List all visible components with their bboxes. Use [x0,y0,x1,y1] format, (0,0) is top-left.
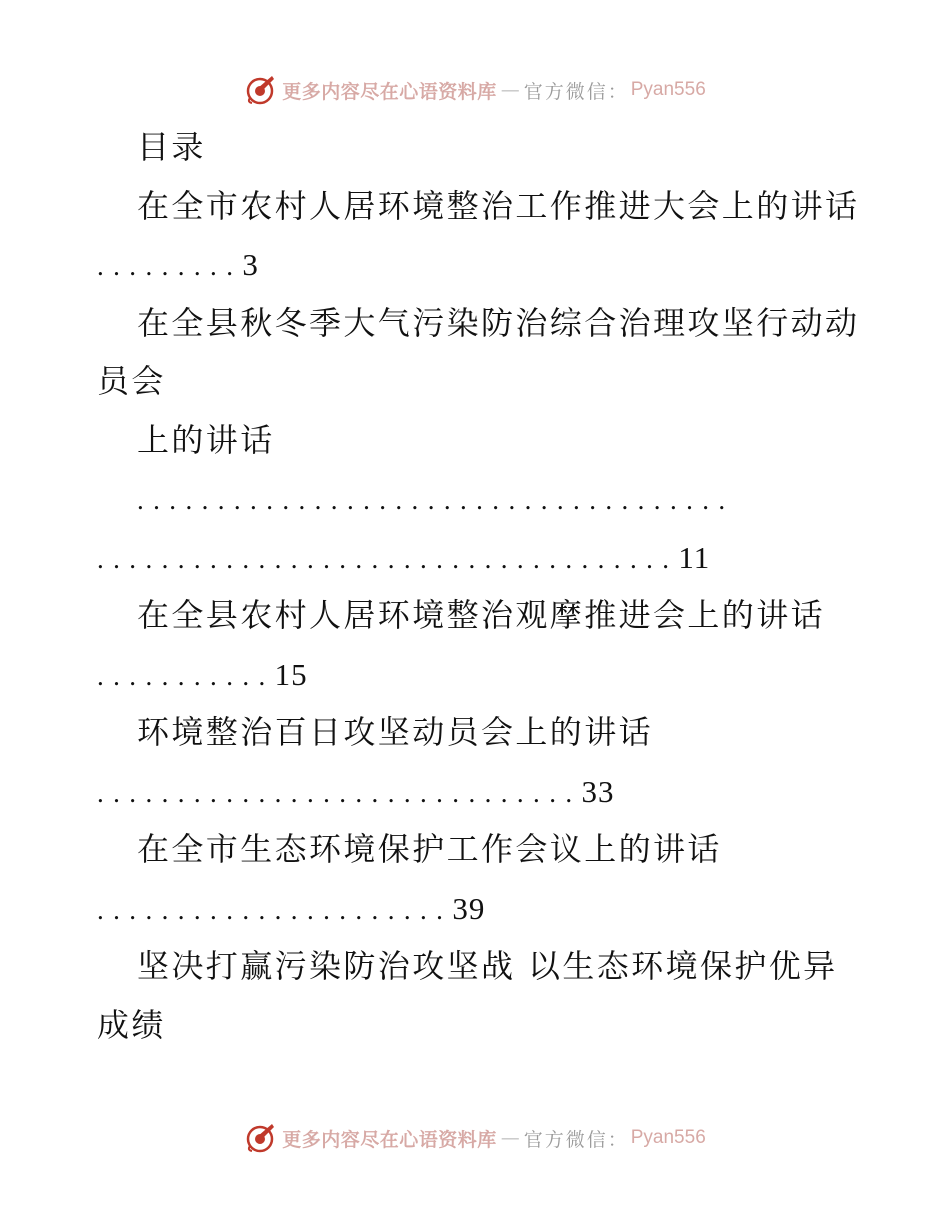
table-of-contents [97,118,860,1054]
page-number: 11 [678,539,711,575]
dot-leader: .................................... [97,543,679,574]
banner-wechat-id: Pyan556 [630,1127,706,1148]
toc-entry-title[interactable]: 在全市农村人居环境整治工作推进大会上的讲话 [137,186,860,225]
toc-entry-leader[interactable] [97,528,857,587]
page-number: 15 [274,656,308,692]
page-number: 3 [242,247,259,282]
toc-entry-title-continued[interactable]: 成绩 [97,1005,166,1044]
toc-entry-leader[interactable] [97,235,857,294]
banner-wechat-id: Pyan556 [630,79,706,100]
toc-entry-leader[interactable] [97,879,857,938]
footer-banner [0,1118,950,1158]
banner-separator: — [500,1127,520,1149]
header-banner [0,70,950,110]
dot-leader: .............................. [97,777,582,808]
pen-logo-icon [244,74,276,106]
page-number: 33 [581,773,615,809]
toc-entry-title[interactable]: 环境整治百日攻坚动员会上的讲话 [137,713,654,751]
page-number: 39 [452,890,486,926]
banner-brand: 更多内容尽在心语资料库 [282,80,497,103]
toc-entry-title[interactable]: 在全市生态环境保护工作会议上的讲话 [137,830,722,868]
toc-entry-leader[interactable] [97,762,857,821]
banner-separator: — [500,79,520,101]
pen-logo-icon [244,1122,276,1154]
toc-entry-title[interactable]: 在全县秋冬季大气污染防治综合治理攻坚行动动 [137,303,860,342]
banner-wechat-label: 官方微信： [523,1128,629,1151]
dot-leader: ..................................... [137,485,735,515]
banner-brand: 更多内容尽在心语资料库 [282,1128,497,1151]
dot-leader: ......... [97,251,243,281]
dot-leader: ...................... [97,894,453,925]
banner-wechat-label: 官方微信： [523,80,629,103]
toc-entry-leader[interactable] [97,645,857,704]
toc-entry-title-continued[interactable]: 员会 [97,362,166,400]
toc-title: 目录 [137,128,206,166]
toc-entry-title-continued[interactable]: 上的讲话 [137,420,275,459]
toc-entry-title[interactable]: 在全县农村人居环境整治观摩推进会上的讲话 [137,596,826,634]
toc-entry-leader[interactable] [97,469,857,528]
toc-entry-title[interactable]: 坚决打赢污染防治攻坚战 以生态环境保护优异 [137,947,838,985]
dot-leader: ........... [97,660,275,691]
